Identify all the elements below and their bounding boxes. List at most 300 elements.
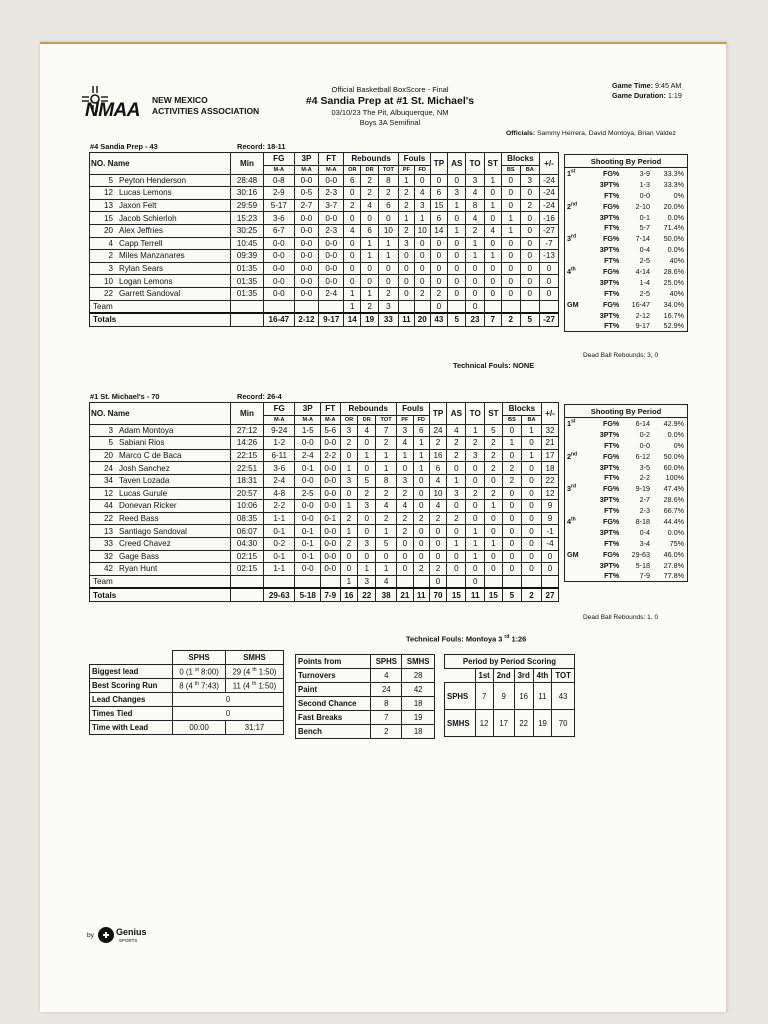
stat-to: 4 <box>466 212 484 225</box>
shooting-pct: 75% <box>669 538 684 548</box>
stat-to: 0 <box>466 500 485 513</box>
stat-as: 3 <box>448 187 466 200</box>
shooting-made-attempted: 0-1 <box>639 212 650 222</box>
stat-tp3: 0-0 <box>295 500 321 513</box>
shooting-pct: 47.4% <box>663 484 684 494</box>
stat-tp: 15 <box>430 199 447 212</box>
stat-ba: 0 <box>522 563 542 576</box>
stat-to: 2 <box>466 224 484 237</box>
shooting-stat-label: FG% <box>602 234 620 244</box>
stat-as: 0 <box>448 250 466 263</box>
shooting-pct: 52.9% <box>663 321 684 331</box>
stat-bs: 0 <box>501 174 520 187</box>
stat-ba: 2 <box>520 199 539 212</box>
col-ft: FT <box>320 403 340 416</box>
stat-tp3: 0-0 <box>295 512 321 525</box>
col-fg-ma: M-A <box>264 165 295 174</box>
shooting-by-period-table <box>564 154 688 332</box>
box-score-sheet <box>40 42 727 1012</box>
stat-pf: 3 <box>397 474 414 487</box>
stat-bs: 1 <box>501 224 520 237</box>
stat-st: 1 <box>485 537 503 550</box>
period-cell <box>565 244 590 255</box>
stat-tp3: 0-0 <box>294 262 319 275</box>
stat-dr: 1 <box>361 237 378 250</box>
stat-or: 0 <box>340 550 358 563</box>
stat-st: 4 <box>484 224 501 237</box>
team-tp: 0 <box>429 575 447 588</box>
player-row <box>90 287 559 300</box>
stat-tp: 24 <box>429 424 447 437</box>
stat-to: 1 <box>466 537 485 550</box>
stat-dr: 1 <box>361 250 378 263</box>
period-label: 4th <box>567 266 576 277</box>
player-number: 22 <box>103 514 113 524</box>
col-min: Min <box>231 153 264 175</box>
total-as: 15 <box>447 588 466 601</box>
col-ba: BA <box>520 165 539 174</box>
stat-st: 0 <box>484 237 501 250</box>
total-or: 16 <box>340 588 358 601</box>
shooting-stat-label: FG% <box>602 549 620 559</box>
stat-or: 1 <box>344 287 361 300</box>
player-min: 10:06 <box>231 500 264 513</box>
shooting-pct: 50.0% <box>663 234 684 244</box>
game-time: 9:45 AM <box>655 81 682 90</box>
period-cell <box>565 418 590 429</box>
shooting-row <box>565 179 688 190</box>
stat-as: 3 <box>447 487 466 500</box>
logo-wordmark: NMAA <box>85 100 140 121</box>
stat-as: 0 <box>448 262 466 275</box>
points-from-col-smhs: SMHS <box>402 655 435 669</box>
stat-pm: -13 <box>539 250 558 263</box>
player-row <box>90 199 559 212</box>
shooting-stat-label: FT% <box>604 288 620 298</box>
game-time-block <box>612 81 682 101</box>
player-name: Taven Lozada <box>119 476 170 486</box>
stat-to: 1 <box>466 237 484 250</box>
col-fg-ma: M-A <box>264 415 295 424</box>
stat-as: 0 <box>447 462 466 475</box>
summary-value-sphs: 00:00 <box>173 721 226 735</box>
stat-ba: 1 <box>522 449 542 462</box>
total-ba: 5 <box>520 313 539 326</box>
col-ft-ma: M-A <box>319 165 344 174</box>
stat-ba: 1 <box>522 424 542 437</box>
stat-as: 1 <box>448 224 466 237</box>
totals-label: Totals <box>90 313 231 326</box>
stat-pf: 1 <box>399 174 415 187</box>
points-from-smhs: 18 <box>402 725 435 739</box>
player-row <box>90 237 559 250</box>
points-from-row <box>296 683 435 697</box>
total-pm: 27 <box>542 588 559 601</box>
stat-fd: 1 <box>413 462 429 475</box>
stat-pf: 2 <box>397 487 414 500</box>
player-name: Capp Terrell <box>119 238 163 248</box>
points-from-col-sphs: SPHS <box>371 655 402 669</box>
stat-as: 0 <box>448 212 466 225</box>
stat-pf: 0 <box>399 250 415 263</box>
stat-tp: 6 <box>429 462 447 475</box>
player-min: 06:07 <box>231 525 264 538</box>
shooting-pct: 28.6% <box>663 266 684 276</box>
player-min: 15:23 <box>231 212 264 225</box>
total-fg: 16-47 <box>264 313 295 326</box>
totals-label: Totals <box>90 588 231 601</box>
period-cell <box>565 483 590 494</box>
stat-fd: 2 <box>413 512 429 525</box>
game-header <box>240 85 540 128</box>
team-to: 0 <box>466 575 485 588</box>
shooting-row <box>565 462 688 473</box>
stat-dr: 3 <box>358 500 376 513</box>
stat-or: 1 <box>340 500 358 513</box>
stat-pm: 17 <box>542 449 559 462</box>
stat-or: 6 <box>344 174 361 187</box>
shooting-stat-label: 3PT% <box>599 277 620 287</box>
stat-st: 2 <box>485 437 503 450</box>
stat-dr: 0 <box>361 212 378 225</box>
team-or: 1 <box>344 300 361 313</box>
stat-pm: -24 <box>539 174 558 187</box>
stat-pf: 0 <box>397 563 414 576</box>
points-from-row <box>296 697 435 711</box>
stat-pf: 2 <box>397 525 414 538</box>
shooting-row <box>565 266 688 277</box>
stat-tp3: 0-0 <box>294 212 319 225</box>
player-min: 10:45 <box>231 237 264 250</box>
stat-dr: 4 <box>361 199 378 212</box>
shooting-stat-label: 3PT% <box>599 310 620 320</box>
col-fd: FD <box>413 415 429 424</box>
stat-dr: 0 <box>358 512 376 525</box>
stat-tot: 2 <box>376 437 397 450</box>
stat-to: 2 <box>466 437 485 450</box>
stat-bs: 0 <box>502 537 521 550</box>
player-min: 20:57 <box>231 487 264 500</box>
player-name: Lucas Gurule <box>119 488 168 498</box>
shooting-pct: 46.0% <box>663 549 684 559</box>
period-score: 7 <box>475 683 493 710</box>
period-score: 43 <box>552 683 575 710</box>
points-from-smhs: 19 <box>402 711 435 725</box>
shooting-row <box>565 440 688 451</box>
summary-col-sphs: SPHS <box>173 651 226 665</box>
stat-bs: 0 <box>501 199 520 212</box>
stat-tot: 8 <box>376 474 397 487</box>
period-score: 22 <box>514 710 533 737</box>
stat-tp: 6 <box>430 212 447 225</box>
shooting-row <box>565 299 688 310</box>
stat-ba: 0 <box>522 487 542 500</box>
stat-tp: 0 <box>429 550 447 563</box>
player-number: 15 <box>103 213 113 223</box>
stat-fg: 1-2 <box>264 437 295 450</box>
dead-ball-rebounds: Dead Ball Rebounds: 1, 0 <box>583 614 659 621</box>
stat-fg: 1-1 <box>264 563 295 576</box>
period-cell <box>565 527 590 538</box>
summary-label: Biggest lead <box>90 665 173 679</box>
col-ft-ma: M-A <box>320 415 340 424</box>
points-from-smhs: 18 <box>402 697 435 711</box>
stat-or: 0 <box>344 212 361 225</box>
player-cell <box>90 212 231 225</box>
period-cell <box>565 201 590 212</box>
stat-fd: 2 <box>414 287 430 300</box>
period-cell <box>565 190 590 201</box>
stat-ba: 0 <box>520 250 539 263</box>
total-ft: 7-9 <box>320 588 340 601</box>
period-cell <box>565 549 590 560</box>
stat-ba: 0 <box>522 537 542 550</box>
player-min: 30:25 <box>231 224 264 237</box>
stat-fg: 0-8 <box>264 174 295 187</box>
col-plus-minus: +/- <box>542 403 559 425</box>
player-row <box>90 212 559 225</box>
total-bs: 5 <box>502 588 521 601</box>
stat-to: 2 <box>466 487 485 500</box>
stat-as: 1 <box>448 199 466 212</box>
shooting-stat-label: FG% <box>602 299 620 309</box>
shooting-by-period-table <box>564 404 688 582</box>
shooting-stat-label: FT% <box>604 223 620 233</box>
stat-pm: -16 <box>539 212 558 225</box>
stat-to: 0 <box>466 287 484 300</box>
points-from-label: Paint <box>296 683 371 697</box>
stat-or: 4 <box>344 224 361 237</box>
points-from-table <box>295 654 435 739</box>
org-name-line2: ACTIVITIES ASSOCIATION <box>152 106 260 116</box>
player-cell <box>90 525 231 538</box>
shooting-pct: 71.4% <box>663 223 684 233</box>
technical-fouls: Technical Fouls: Montoya 3 $^{rd}$ 1:26 <box>406 634 527 644</box>
stat-bs: 0 <box>502 550 521 563</box>
stat-tot: 1 <box>376 449 397 462</box>
stat-fg: 0-0 <box>264 237 295 250</box>
stat-pf: 2 <box>399 187 415 200</box>
summary-row <box>90 707 284 721</box>
points-from-title: Points from <box>296 655 371 669</box>
player-cell <box>90 550 231 563</box>
shooting-made-attempted: 3-4 <box>639 538 650 548</box>
shooting-made-attempted: 8-18 <box>635 516 650 526</box>
team-tp: 0 <box>430 300 447 313</box>
shooting-made-attempted: 29-63 <box>631 549 650 559</box>
stat-bs: 0 <box>502 449 521 462</box>
stat-or: 0 <box>340 449 358 462</box>
game-summary-table <box>89 650 284 735</box>
shooting-made-attempted: 6-14 <box>635 418 650 428</box>
total-to: 23 <box>466 313 484 326</box>
shooting-made-attempted: 2-5 <box>639 288 650 298</box>
stat-bs: 2 <box>502 462 521 475</box>
shooting-pct: 0.0% <box>667 527 684 537</box>
stat-pm: -24 <box>539 199 558 212</box>
player-row <box>90 537 559 550</box>
stat-dr: 0 <box>358 550 376 563</box>
stat-tot: 7 <box>376 424 397 437</box>
player-cell <box>90 462 231 475</box>
stat-or: 0 <box>344 262 361 275</box>
total-st: 7 <box>484 313 501 326</box>
col-fd: FD <box>414 165 430 174</box>
stat-ba: 0 <box>520 237 539 250</box>
shooting-pct: 0% <box>673 190 684 200</box>
period-label: 3rd <box>567 484 576 494</box>
period-label: GM <box>567 549 579 559</box>
player-name: Ryan Hunt <box>119 564 158 574</box>
player-number: 32 <box>103 551 113 561</box>
stat-fg: 0-0 <box>264 250 295 263</box>
shooting-made-attempted: 5-18 <box>635 560 650 570</box>
stat-fg: 0-0 <box>264 275 295 288</box>
shooting-made-attempted: 2-5 <box>639 256 650 266</box>
stat-fd: 0 <box>414 237 430 250</box>
stat-tp3: 0-0 <box>294 237 319 250</box>
stat-tot: 0 <box>378 212 398 225</box>
stat-fg: 3-6 <box>264 462 295 475</box>
shooting-stat-label: FT% <box>604 256 620 266</box>
stat-tp3: 1-5 <box>295 424 321 437</box>
player-cell <box>90 487 231 500</box>
period-cell <box>565 440 590 451</box>
player-row <box>90 487 559 500</box>
shooting-stat-label: FT% <box>604 506 620 516</box>
period-cell <box>565 266 590 277</box>
stat-tot: 10 <box>378 224 398 237</box>
stat-ft: 2-2 <box>320 449 340 462</box>
totals-row <box>90 313 559 326</box>
stat-tp3: 0-0 <box>294 275 319 288</box>
stat-ba: 0 <box>520 224 539 237</box>
stat-as: 1 <box>447 474 466 487</box>
shooting-pct: 0% <box>673 440 684 450</box>
stat-fd: 2 <box>413 563 429 576</box>
stat-ft: 0-0 <box>320 537 340 550</box>
stat-ft: 2-4 <box>319 287 344 300</box>
stat-to: 1 <box>466 424 485 437</box>
player-row <box>90 424 559 437</box>
period-label: 3rd <box>567 234 576 244</box>
player-row <box>90 449 559 462</box>
stat-tp: 2 <box>429 437 447 450</box>
shooting-row <box>565 190 688 201</box>
player-name: Reed Bass <box>119 514 159 524</box>
stat-or: 0 <box>344 187 361 200</box>
period-scoring-title: Period by Period Scoring <box>445 655 575 669</box>
col-plus-minus: +/- <box>539 153 558 175</box>
shooting-made-attempted: 1-4 <box>639 277 650 287</box>
player-min: 08:35 <box>231 512 264 525</box>
stat-ft: 0-0 <box>320 500 340 513</box>
header-row <box>90 153 559 166</box>
shooting-made-attempted: 5-7 <box>639 223 650 233</box>
stat-pm: 9 <box>542 500 559 513</box>
stat-ft: 0-0 <box>320 437 340 450</box>
period-col: 1st <box>475 669 493 683</box>
stat-to: 0 <box>466 462 485 475</box>
summary-row <box>90 693 284 707</box>
stat-or: 2 <box>340 537 358 550</box>
total-pm: -27 <box>539 313 558 326</box>
stat-ba: 0 <box>520 275 539 288</box>
player-name: Peyton Henderson <box>119 175 187 185</box>
points-from-row <box>296 725 435 739</box>
total-as: 5 <box>448 313 466 326</box>
points-from-sphs: 4 <box>371 669 402 683</box>
shooting-stat-label: 3PT% <box>599 429 620 439</box>
player-name: Jaxon Felt <box>119 201 157 211</box>
stat-tp: 0 <box>430 275 447 288</box>
stat-fd: 0 <box>413 487 429 500</box>
stat-or: 0 <box>344 275 361 288</box>
stat-fd: 0 <box>414 262 430 275</box>
total-st: 15 <box>485 588 503 601</box>
stat-dr: 6 <box>361 224 378 237</box>
stat-tp3: 0-0 <box>295 563 321 576</box>
total-pf: 11 <box>399 313 415 326</box>
col-or: OR <box>340 415 358 424</box>
summary-value-smhs: 31:17 <box>226 721 284 735</box>
player-number: 2 <box>108 251 113 261</box>
stat-dr: 0 <box>361 275 378 288</box>
stat-dr: 4 <box>358 424 376 437</box>
period-cell <box>565 472 590 483</box>
total-tp3: 5-18 <box>295 588 321 601</box>
stat-pm: 22 <box>542 474 559 487</box>
shooting-stat-label: FT% <box>604 571 620 581</box>
stat-tot: 5 <box>376 537 397 550</box>
player-name: Santiago Sandoval <box>119 526 187 536</box>
stat-bs: 0 <box>501 275 520 288</box>
stat-pm: 0 <box>539 287 558 300</box>
col-no-name: NO. Name <box>90 153 231 175</box>
stat-or: 0 <box>344 237 361 250</box>
stat-to: 0 <box>466 512 485 525</box>
stat-tot: 2 <box>378 187 398 200</box>
team-to: 0 <box>466 300 484 313</box>
stat-bs: 0 <box>502 500 521 513</box>
summary-value: 0 <box>173 707 284 721</box>
player-number: 33 <box>103 539 113 549</box>
period-cell <box>565 505 590 516</box>
team-tot: 3 <box>378 300 398 313</box>
stat-fd: 3 <box>414 199 430 212</box>
stat-tot: 1 <box>378 237 398 250</box>
shooting-stat-label: FT% <box>604 538 620 548</box>
player-cell <box>90 174 231 187</box>
shooting-made-attempted: 9-17 <box>635 321 650 331</box>
points-from-row <box>296 669 435 683</box>
stat-tp: 0 <box>429 525 447 538</box>
stat-fd: 0 <box>414 174 430 187</box>
stat-dr: 2 <box>361 174 378 187</box>
stat-tot: 0 <box>376 550 397 563</box>
player-name: Garrett Sandoval <box>119 289 181 299</box>
col-fouls: Fouls <box>399 153 431 166</box>
shooting-row <box>565 516 688 527</box>
points-from-header <box>296 655 435 669</box>
stat-tp: 0 <box>430 237 447 250</box>
player-cell <box>90 537 231 550</box>
stat-fg: 1-1 <box>264 512 295 525</box>
stat-tp3: 0-0 <box>294 250 319 263</box>
period-cell <box>565 570 590 581</box>
stat-pf: 0 <box>397 462 414 475</box>
shooting-pct: 50.0% <box>663 451 684 461</box>
